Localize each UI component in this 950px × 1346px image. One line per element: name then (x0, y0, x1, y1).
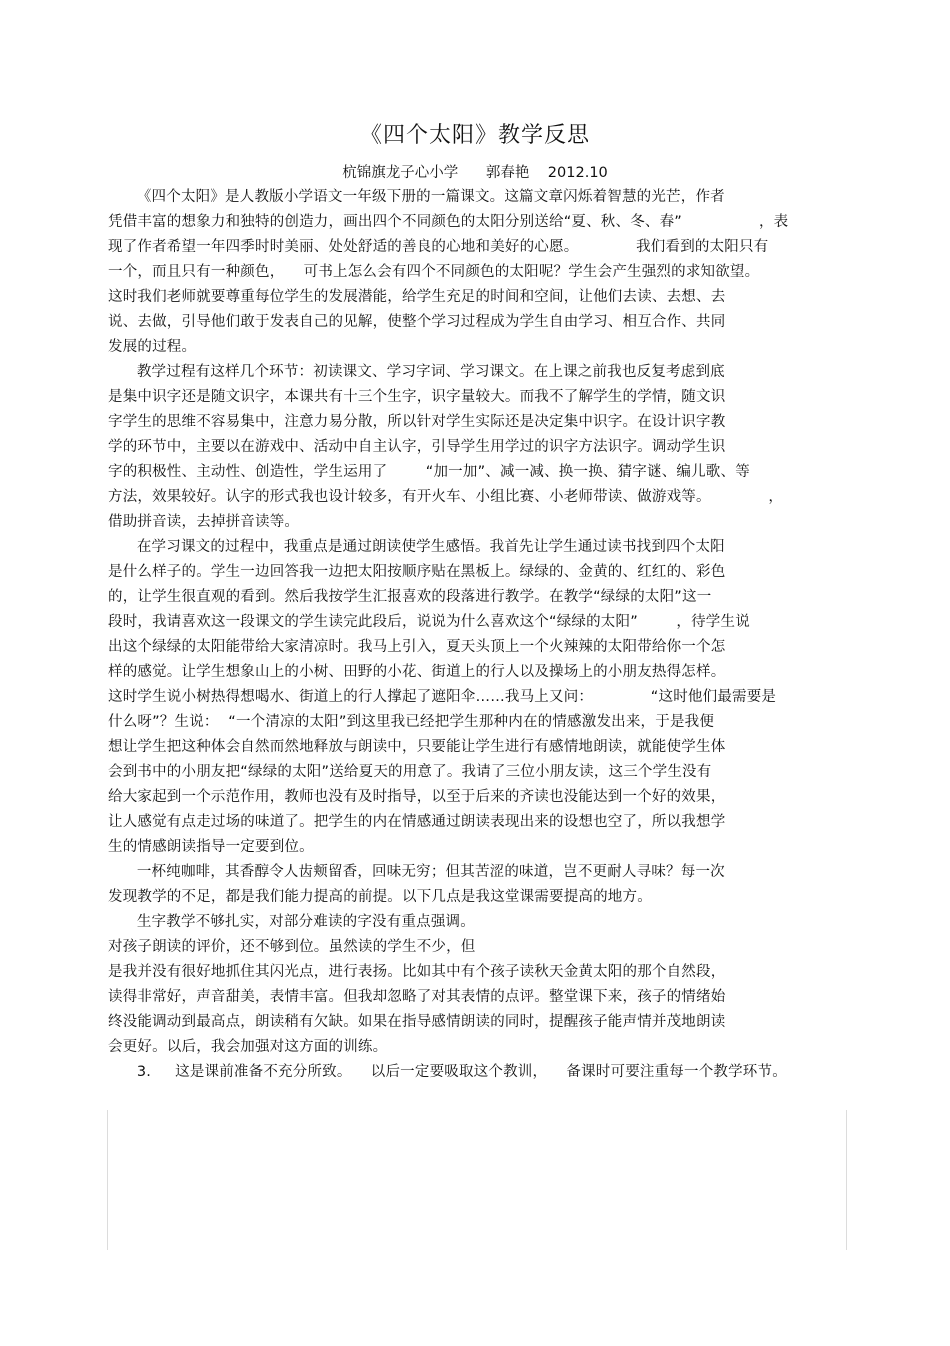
body-line: 生的情感朗读指导一定要到位。 (108, 839, 314, 855)
body-line: 是我并没有很好地抓住其闪光点，进行表扬。比如其中有个孩子读秋天金黄太阳的那个自然段， (108, 964, 726, 980)
body-line: 字学生的思维不容易集中，注意力易分散，所以针对学生实际还是决定集中识字。在设计识字教 (108, 414, 726, 430)
body-line: 什么呀”？生说： “一个清凉的太阳”到这里我已经把学生那种内在的情感激发出来，于是我便 (108, 714, 715, 730)
body-line: 在学习课文的过程中，我重点是通过朗读使学生感悟。我首先让学生通过读书找到四个太阳 (108, 539, 725, 555)
body-line: 一个，而且只有一种颜色， 可书上怎么会有四个不同颜色的太阳呢？学生会产生强烈的求知欲望。 (108, 264, 760, 280)
body-line: 发现教学的不足，都是我们能力提高的前提。以下几点是我这堂课需要提高的地方。 (108, 889, 652, 905)
body-line: 现了作者希望一年四季时时美丽、处处舒适的善良的心地和美好的心愿。 我们看到的太阳只有 (108, 239, 769, 255)
body-line: 字的积极性、主动性、创造性，学生运用了 “加一加”、减一减、换一换、猜字谜、编儿歌、等 (108, 464, 750, 480)
right-margin-rule (846, 1110, 847, 1250)
body-line: 说、去做，引导他们敢于发表自己的见解，使整个学习过程成为学生自由学习、相互合作、共同 (108, 314, 726, 330)
document-byline: 杭锦旗龙子心小学 郭春艳 2012.10 (342, 165, 608, 181)
body-line: 借助拼音读，去掉拼音读等。 (108, 514, 300, 530)
body-line: 段时，我请喜欢这一段课文的学生读完此段后，说说为什么喜欢这个“绿绿的太阳” ，待学生说 (108, 614, 750, 630)
body-line: 样的感觉。让学生想象山上的小树、田野的小花、街道上的行人以及操场上的小朋友热得怎样。 (108, 664, 726, 680)
body-line: 《四个太阳》是人教版小学语文一年级下册的一篇课文。这篇文章闪烁着智慧的光芒，作者 (108, 189, 725, 205)
body-line: 的，让学生很直观的看到。然后我按学生汇报喜欢的段落进行教学。在教学“绿绿的太阳”这一 (108, 589, 712, 605)
body-line: 这时我们老师就要尊重每位学生的发展潜能，给学生充足的时间和空间，让他们去读、去想、去 (108, 289, 726, 305)
body-line: 方法，效果较好。认字的形式我也设计较多，有开火车、小组比赛、小老师带读、做游戏等。 ， (108, 489, 784, 505)
body-line: 一杯纯咖啡，其香醇令人齿颊留香，回味无穷；但其苦涩的味道，岂不更耐人寻味？每一次 (108, 864, 725, 880)
body-line: 会到书中的小朋友把“绿绿的太阳”送给夏天的用意了。我请了三位小朋友读，这三个学生没有 (108, 764, 712, 780)
body-line: 想让学生把这种体会自然而然地释放与朗读中，只要能让学生进行有感情地朗读，就能使学生体 (108, 739, 726, 755)
body-line: 出这个绿绿的太阳能带给大家清凉时。我马上引入，夏天头顶上一个火辣辣的太阳带给你一个怎 (108, 639, 726, 655)
body-line: 是什么样子的。学生一边回答我一边把太阳按顺序贴在黑板上。绿绿的、金黄的、红红的、彩色 (108, 564, 726, 580)
document-title: 《四个太阳》教学反思 (359, 123, 590, 148)
body-line: 是集中识字还是随文识字，本课共有十三个生字，识字量较大。而我不了解学生的学情，随文识 (108, 389, 726, 405)
body-line: 凭借丰富的想象力和独特的创造力，画出四个不同颜色的太阳分别送给“夏、秋、冬、春” ，表 (108, 214, 789, 230)
body-line: 给大家起到一个示范作用，教师也没有及时指导，以至于后来的齐读也没能达到一个好的效果， (108, 789, 726, 805)
body-line: 发展的过程。 (108, 339, 197, 355)
body-line: 让人感觉有点走过场的味道了。把学生的内在情感通过朗读表现出来的设想也空了，所以我想学 (108, 814, 726, 830)
body-line: 对孩子朗读的评价，还不够到位。虽然读的学生不少，但 (108, 939, 476, 955)
left-margin-rule (107, 1110, 108, 1250)
body-line: 会更好。以后，我会加强对这方面的训练。 (108, 1039, 388, 1055)
body-line: 终没能调动到最高点，朗读稍有欠缺。如果在指导感情朗读的同时，提醒孩子能声情并茂地朗读 (108, 1014, 726, 1030)
body-line: 生字教学不够扎实，对部分难读的字没有重点强调。 (108, 914, 475, 930)
body-line: 3. 这是课前准备不充分所致。 以后一定要吸取这个教训， 备课时可要注重每一个教学环节。 (108, 1064, 787, 1080)
body-line: 教学过程有这样几个环节：初读课文、学习字词、学习课文。在上课之前我也反复考虑到底 (108, 364, 725, 380)
body-line: 读得非常好，声音甜美，表情丰富。但我却忽略了对其表情的点评。整堂课下来，孩子的情绪始 (108, 989, 726, 1005)
body-line: 这时学生说小树热得想喝水、街道上的行人撑起了遮阳伞……我马上又问： “这时他们最需要是 (108, 689, 777, 705)
body-line: 学的环节中，主要以在游戏中、活动中自主认字，引导学生用学过的识字方法识字。调动学生识 (108, 439, 726, 455)
